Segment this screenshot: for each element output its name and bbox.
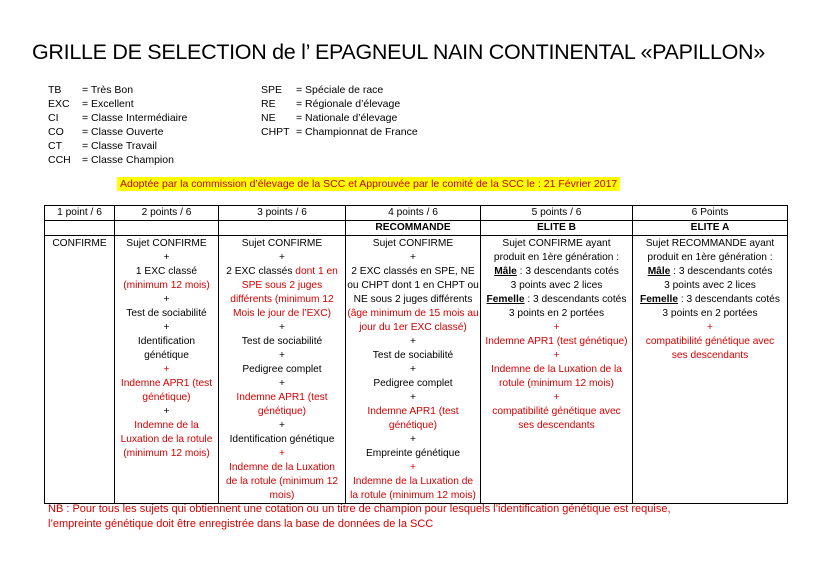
grid-header: 4 points / 6 [346,206,481,221]
criterion: génétique [144,350,189,361]
criterion: 1 EXC classé [135,266,198,277]
criterion: (âge minimum de 15 mois au [347,308,479,319]
abbr-row [261,83,418,97]
criterion: Indemne APR1 (test [236,392,328,403]
criterion: Mois le jour de l’EXC) [233,308,331,319]
criterion-part: : 3 descendants cotés [516,266,619,277]
plus-sign: + [163,406,170,417]
abbr-row [48,97,187,111]
abbr-row [261,97,418,111]
abbr-meaning: = Championnat de France [296,126,418,138]
grid-content-row [45,236,788,504]
abbr-row [48,153,187,167]
plus-sign: + [279,252,285,263]
abbr-meaning: = Spéciale de race [296,84,384,96]
grid-header-row [45,206,788,221]
criterion: NE sous 2 juges différents [353,294,473,305]
criterion: Indemne APR1 (test [367,406,459,417]
criterion-part: Mâle [494,266,517,277]
col2-cell [115,236,219,504]
criterion: produit en 1ère génération : [647,252,773,263]
abbr-code: CHPT [261,126,290,138]
criterion: Indemne de la Luxation de [352,476,474,487]
plus-sign: + [553,322,560,333]
criterion: Sujet CONFIRME [126,238,207,249]
criterion: Indemne APR1 (test [120,378,213,389]
abbr-code: NE [261,112,276,124]
criterion: la rotule (minimum 12 mois) [350,490,476,501]
criterion-part: dont 1 en [292,266,338,277]
plus-sign: + [410,462,416,473]
criterion [634,265,786,279]
abbr-meaning: = Classe Intermédiaire [82,112,188,124]
grid-subheader [45,221,115,236]
col3-cell [219,236,346,504]
grid-subheader: ELITE B [481,221,633,236]
criterion: Sujet CONFIRME ayant [502,238,611,249]
criterion: Indemne de la Luxation [229,462,335,473]
criterion-part: Femelle [640,294,678,305]
abbreviations-left [48,83,187,167]
abbr-code: EXC [48,98,70,110]
plus-sign: + [410,252,416,263]
criterion: Pedigree complet [242,364,322,375]
criterion: Empreinte génétique [365,448,460,459]
plus-sign: + [410,434,416,445]
abbr-code: CCH [48,154,71,166]
criterion: produit en 1ère génération : [493,252,620,263]
plus-sign: + [279,322,285,333]
criterion: compatibilité génétique avec [645,336,775,347]
criterion-part: : 3 descendants cotés [670,266,773,277]
plus-sign: + [410,392,416,403]
abbr-row [261,111,418,125]
criterion: (minimum 12 mois) [123,280,210,291]
criterion-part: Mâle [647,266,671,277]
plus-sign: + [163,294,170,305]
grid-subheader: ELITE A [633,221,788,236]
criterion: Identification génétique [229,434,335,445]
grid-header: 6 Points [633,206,788,221]
criterion-part: : 3 descendants cotés [524,294,627,305]
abbr-code: CI [48,112,59,124]
criterion: génétique) [257,406,307,417]
nb-note [48,502,671,532]
criterion [220,265,344,279]
criterion: ses descendants [671,350,749,361]
criterion-part: : 3 descendants cotés [678,294,780,305]
criterion: Luxation de la rotule [120,434,213,445]
abbr-row [48,125,187,139]
col1-line: CONFIRME [52,238,107,249]
page-title: GRILLE DE SELECTION de l’ EPAGNEUL NAIN CONTINENTAL «PAPILLON» [32,40,765,64]
criterion: rotule (minimum 12 mois) [499,378,614,389]
abbr-meaning: = Excellent [82,98,134,110]
criterion: ses descendants [518,420,595,431]
grid-subheader: RECOMMANDE [346,221,481,236]
abbr-row [48,83,187,97]
criterion: Indemne de la Luxation de la [491,364,622,375]
grid-subheader [219,221,346,236]
criterion: ou CHPT dont 1 en CHPT ou [347,280,479,291]
criterion: Indemne APR1 (test génétique) [485,336,628,347]
grid-header: 5 points / 6 [481,206,633,221]
plus-sign: + [163,322,170,333]
selection-grid [44,205,788,504]
criterion-part: Femelle [486,294,525,305]
criterion-part: 2 EXC classés [226,266,293,277]
abbr-meaning: = Classe Champion [82,154,174,166]
col4-cell [346,236,481,504]
criterion: Test de sociabilité [241,336,323,347]
criterion: (minimum 12 mois) [123,448,210,459]
criterion: jour du 1er EXC classé) [359,322,467,333]
criterion: 3 points avec 2 lices [510,280,603,291]
plus-sign: + [410,364,416,375]
abbr-meaning: = Nationale d’élevage [296,112,398,124]
abbr-row [48,111,187,125]
criterion: Sujet CONFIRME [372,238,454,249]
plus-sign: + [553,392,560,403]
criterion: mois) [269,490,295,501]
plus-sign: + [410,336,416,347]
criterion: Sujet RECOMMANDE ayant [645,238,775,249]
grid-subheader [115,221,219,236]
adoption-note: Adoptée par la commission d’élevage de la SCC et Approuvée par le comité de la SCC le : 21 Février 2017 [117,177,620,191]
grid-header: 1 point / 6 [45,206,115,221]
criterion: Indemne de la [134,420,199,431]
criterion: 3 points en 2 portées [662,308,758,319]
col1-cell [45,236,115,504]
grid-header: 3 points / 6 [219,206,346,221]
criterion: génétique) [388,420,438,431]
criterion: Test de sociabilité [126,308,207,319]
criterion [482,265,631,279]
nb-line: NB : Pour tous les sujets qui obtiennent une cotation ou un titre de champion pour lesquels l’identification génétique est requise, [48,503,671,515]
abbr-row [48,139,187,153]
plus-sign: + [279,448,285,459]
abbr-code: RE [261,98,276,110]
abbreviations-right [261,83,418,139]
grid-subheader-row [45,221,788,236]
abbr-code: TB [48,84,62,96]
criterion: compatibilité génétique avec [492,406,621,417]
abbr-meaning: = Classe Travail [82,140,157,152]
col6-cell [633,236,788,504]
abbr-meaning: = Classe Ouverte [82,126,164,138]
plus-sign: + [279,350,285,361]
criterion: SPE sous 2 juges [241,280,323,291]
abbr-meaning: = Très Bon [82,84,134,96]
plus-sign: + [707,322,713,333]
criterion: 3 points avec 2 lices [664,280,756,291]
criterion: génétique) [142,392,191,403]
criterion: Pedigree complet [373,378,453,389]
abbr-code: SPE [261,84,283,96]
plus-sign: + [553,350,560,361]
criterion: 3 points en 2 portées [508,308,605,319]
grid-header: 2 points / 6 [115,206,219,221]
abbr-code: CT [48,140,62,152]
plus-sign: + [163,252,170,263]
abbr-meaning: = Régionale d’élevage [296,98,401,110]
criterion [634,293,786,307]
criterion: de la rotule (minimum 12 [225,476,339,487]
plus-sign: + [163,364,170,375]
criterion: Sujet CONFIRME [241,238,323,249]
criterion: différents (minimum 12 [230,294,334,305]
plus-sign: + [279,378,285,389]
nb-line: l’empreinte génétique doit être enregistrée dans la base de données de la SCC [48,518,434,530]
criterion: Identification [137,336,196,347]
abbr-row [261,125,418,139]
abbr-code: CO [48,126,64,138]
criterion [482,293,631,307]
plus-sign: + [279,420,285,431]
criterion: Test de sociabilité [372,350,454,361]
criterion: 2 EXC classés en SPE, NE [351,266,475,277]
col5-cell [481,236,633,504]
